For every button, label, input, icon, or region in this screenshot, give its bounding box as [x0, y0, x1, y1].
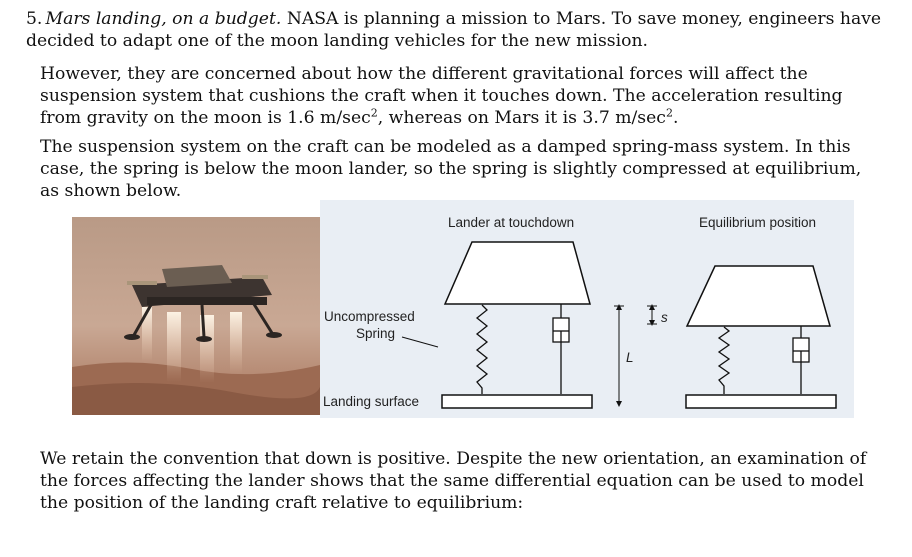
label-touchdown: Lander at touchdown: [448, 215, 575, 230]
label-equilibrium: Equilibrium position: [699, 215, 817, 230]
problem-number: 5.: [26, 9, 43, 29]
problem-intro: [26, 8, 886, 52]
model-paragraph: The suspension system on the craft can be modeled as a damped spring-mass system. In this case, the spring is below the moon lander, so the spring is slightly compressed at equilibrium, as shown below.: [40, 137, 862, 201]
label-landing-surface: Landing surface: [323, 394, 420, 409]
superscript: 2: [665, 106, 673, 120]
equation-paragraph: We retain the convention that down is positive. Despite the new orientation, an examination of the forces affecting the lander shows that the same differential equation can be used to model the position of the landing craft relative to equilibrium:: [40, 449, 867, 513]
gravity-paragraph: [40, 63, 880, 129]
lander-figure: [72, 200, 854, 418]
superscript: 2: [370, 106, 378, 120]
gravity-text-b: , whereas on Mars it is 3.7 m/sec: [377, 108, 666, 128]
label-spring: Spring: [356, 326, 396, 341]
problem-intro-text: NASA is planning a mission to Mars. To save money, engineers have decided to adapt one of the moon landing vehicles for the new mission.: [26, 9, 882, 51]
problem-title: Mars landing, on a budget.: [45, 9, 282, 29]
label-uncompressed: Uncompressed: [324, 309, 415, 324]
spring-mass-diagram: [320, 200, 854, 418]
gravity-text-c: .: [672, 108, 679, 128]
lander-photo: [72, 217, 320, 415]
label-L: L: [626, 350, 634, 365]
gravity-text-a: However, they are concerned about how the different gravitational forces will affect the suspension system that cushions the craft when it touches down. The acceleration resulting from gravity on the moon is 1.6 m/sec: [40, 64, 843, 128]
label-s: s: [661, 310, 668, 325]
